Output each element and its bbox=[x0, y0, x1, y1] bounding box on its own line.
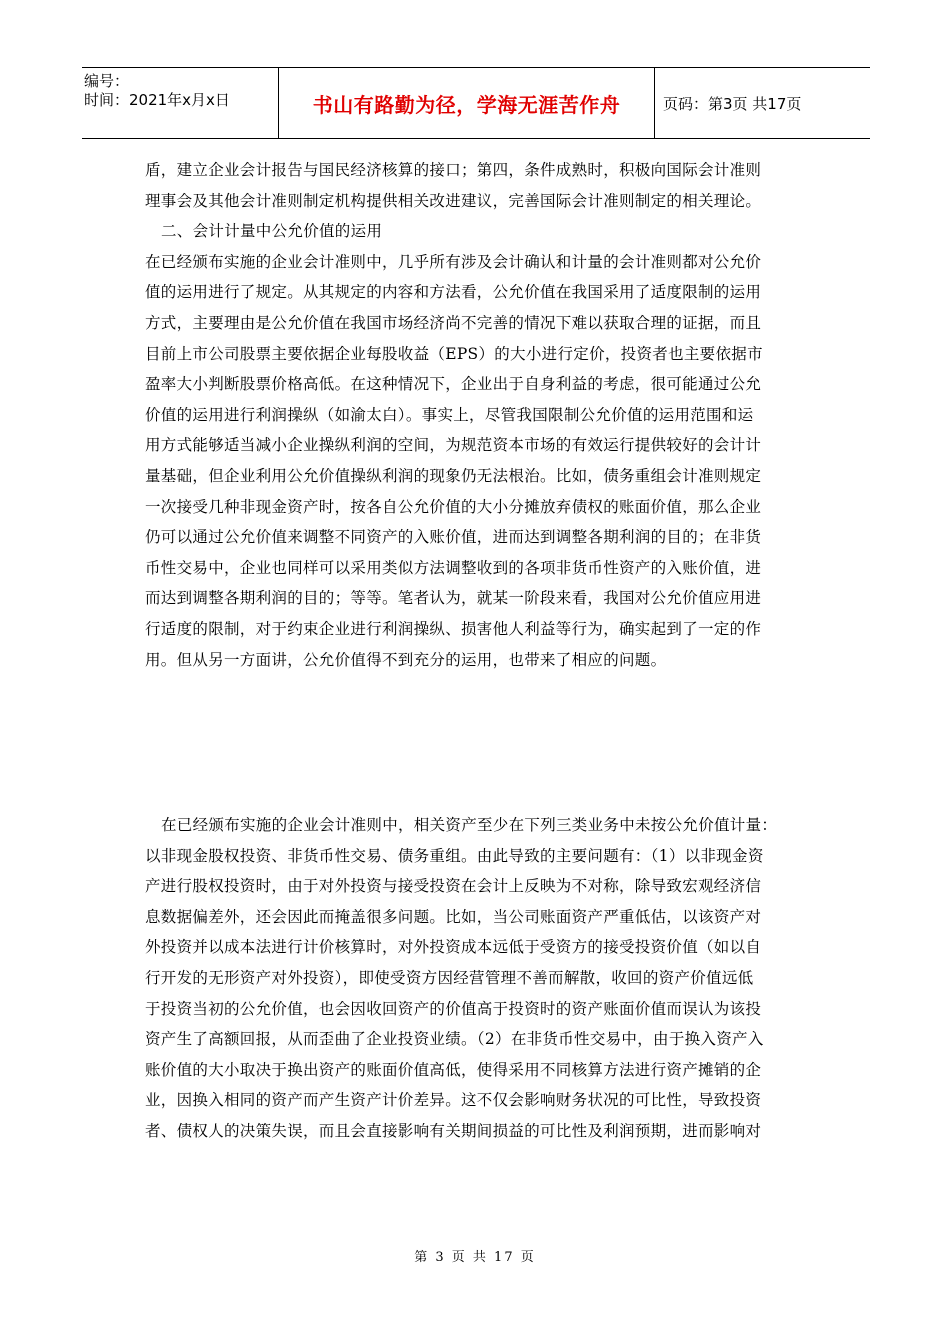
text-line: 值的运用进行了规定。从其规定的内容和方法看，公允价值在我国采用了适度限制的运用 bbox=[145, 283, 762, 302]
text-line: 理事会及其他会计准则制定机构提供相关改进建议，完善国际会计准则制定的相关理论。 bbox=[145, 191, 762, 210]
text-line: 在已经颁布实施的企业会计准则中，几乎所有涉及会计确认和计量的会计准则都对公允价 bbox=[145, 252, 762, 271]
paragraph-block-2 bbox=[145, 810, 810, 1147]
text-line: 量基础，但企业利用公允价值操纵利润的现象仍无法根治。比如，债务重组会计准则规定 bbox=[145, 466, 762, 485]
text-line: 账价值的大小取决于换出资产的账面价值高低，使得采用不同核算方法进行资产摊销的企 bbox=[145, 1060, 762, 1079]
text-line: 盾，建立企业会计报告与国民经济核算的接口；第四，条件成熟时，积极向国际会计准则 bbox=[145, 161, 762, 179]
header-meta bbox=[82, 68, 279, 138]
paragraph-block-1 bbox=[145, 155, 810, 675]
section-heading: 二、会计计量中公允价值的运用 bbox=[161, 222, 383, 241]
text-line: 于投资当初的公允价值，也会因收回资产的价值高于投资时的资产账面价值而误认为该投 bbox=[145, 999, 762, 1018]
header-motto: 书山有路勤为径，学海无涯苦作舟 bbox=[279, 68, 655, 138]
time-label: 时间：2021年x月x日 bbox=[84, 91, 230, 109]
text-line: 盈率大小判断股票价格高低。在这种情况下，企业出于自身利益的考虑，很可能通过公允 bbox=[145, 375, 762, 394]
text-line: 用方式能够适当减小企业操纵利润的空间，为规范资本市场的有效运行提供较好的会计计 bbox=[145, 436, 762, 455]
header-page-label: 页码：第3页 共17页 bbox=[663, 94, 802, 113]
text-line: 币性交易中，企业也同样可以采用类似方法调整收到的各项非货币性资产的入账价值，进 bbox=[145, 558, 762, 577]
text-line: 业，因换入相同的资产而产生资产计价差异。这不仅会影响财务状况的可比性，导致投资 bbox=[145, 1091, 762, 1110]
text-line: 价值的运用进行利润操纵（如渝太白）。事实上，尽管我国限制公允价值的运用范围和运 bbox=[145, 405, 754, 424]
text-line: 用。但从另一方面讲，公允价值得不到充分的运用，也带来了相应的问题。 bbox=[145, 650, 667, 669]
text-line: 产进行股权投资时，由于对外投资与接受投资在会计上反映为不对称，除导致宏观经济信 bbox=[145, 877, 762, 896]
page-footer: 第 3 页 共 17 页 bbox=[414, 1250, 536, 1265]
document-header bbox=[82, 67, 870, 139]
text-line: 者、债权人的决策失误，而且会直接影响有关期间损益的可比性及利润预期，进而影响对 bbox=[145, 1121, 762, 1140]
text-line: 一次接受几种非现金资产时，按各自公允价值的大小分摊放弃债权的账面价值，那么企业 bbox=[145, 497, 762, 516]
text-line: 行适度的限制，对于约束企业进行利润操纵、损害他人利益等行为，确实起到了一定的作 bbox=[145, 619, 762, 638]
text-line: 资产生了高额回报，从而歪曲了企业投资业绩。（2）在非货币性交易中，由于换入资产入 bbox=[145, 1030, 764, 1049]
number-label: 编号： bbox=[84, 72, 130, 90]
text-line: 在已经颁布实施的企业会计准则中，相关资产至少在下列三类业务中未按公允价值计量： bbox=[161, 816, 778, 834]
text-line: 仍可以通过公允价值来调整不同资产的入账价值，进而达到调整各期利润的目的；在非货 bbox=[145, 528, 762, 547]
text-line: 行开发的无形资产对外投资），即使受资方因经营管理不善而解散，收回的资产价值远低 bbox=[145, 968, 754, 987]
text-line: 目前上市公司股票主要依据企业每股收益（EPS）的大小进行定价，投资者也主要依据市 bbox=[145, 344, 763, 363]
text-line: 而达到调整各期利润的目的；等等。笔者认为，就某一阶段来看，我国对公允价值应用进 bbox=[145, 589, 762, 608]
text-line: 以非现金股权投资、非货币性交易、债务重组。由此导致的主要问题有：（1）以非现金资 bbox=[145, 846, 764, 865]
text-line: 方式，主要理由是公允价值在我国市场经济尚不完善的情况下难以获取合理的证据，而且 bbox=[145, 313, 762, 332]
text-line: 息数据偏差外，还会因此而掩盖很多问题。比如，当公司账面资产严重低估，以该资产对 bbox=[145, 907, 762, 926]
text-line: 外投资并以成本法进行计价核算时，对外投资成本远低于受资方的接受投资价值（如以自 bbox=[145, 938, 762, 957]
